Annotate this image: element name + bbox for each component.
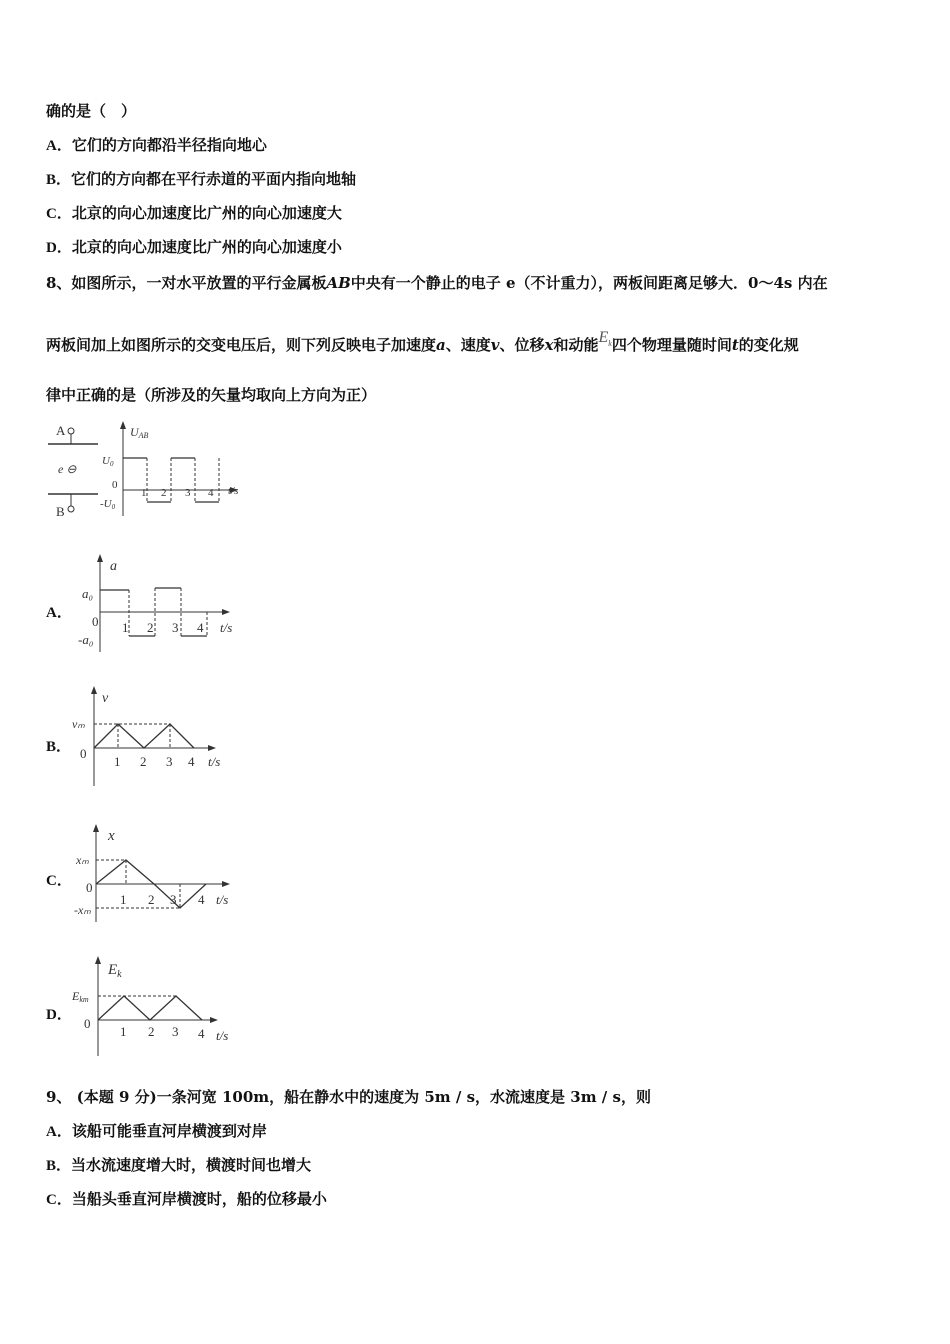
tick-3: 3 bbox=[172, 1024, 179, 1039]
tick-2: 2 bbox=[140, 754, 147, 769]
q8-stem-line-1 bbox=[46, 272, 828, 294]
option-c-label: C． bbox=[46, 873, 72, 889]
tick-4: 4 bbox=[188, 754, 195, 769]
x-axis-arrow bbox=[210, 1017, 218, 1023]
y-axis-label: v bbox=[102, 691, 109, 706]
x-axis-label: t/s bbox=[228, 485, 239, 497]
option-letter: A． bbox=[46, 138, 72, 154]
q8-text: 四个物理量随时间 bbox=[611, 336, 732, 354]
neg-xm-label: -xₘ bbox=[74, 903, 91, 917]
origin-label: 0 bbox=[86, 880, 93, 895]
q8-text: 、位移 bbox=[499, 336, 545, 354]
x-axis-arrow bbox=[222, 609, 230, 615]
setup-figure bbox=[44, 418, 254, 522]
tick-3: 3 bbox=[172, 620, 179, 635]
y-axis-arrow bbox=[91, 686, 97, 694]
option-letter: D． bbox=[46, 240, 72, 256]
q7-stem-tail: 确的是（ ） bbox=[46, 102, 137, 120]
option-d-label: D． bbox=[46, 1007, 72, 1023]
q9-option-c bbox=[46, 1188, 327, 1211]
q8-text: 、速度 bbox=[445, 336, 491, 354]
neg-u0-label: -U0 bbox=[100, 498, 116, 511]
tick-4: 4 bbox=[198, 1026, 205, 1041]
option-text: 北京的向心加速度比广州的向心加速度大 bbox=[71, 204, 342, 222]
q9-option-b bbox=[46, 1154, 311, 1177]
origin-label: 0 bbox=[80, 746, 87, 761]
ekm-label: Ekm bbox=[72, 989, 89, 1004]
q8-var-ab: AB bbox=[326, 274, 351, 292]
plate-a-terminal bbox=[68, 428, 74, 434]
y-axis-label: $E_k$ bbox=[108, 962, 122, 980]
ek-graph-line bbox=[98, 996, 202, 1020]
q8-var-t: t bbox=[731, 336, 739, 354]
tick-1: 1 bbox=[120, 1024, 127, 1039]
q7-option-a bbox=[46, 134, 267, 157]
tick-3: 3 bbox=[170, 892, 177, 907]
q8-text: 两板间加上如图所示的交变电压后，则下列反映电子加速度 bbox=[46, 336, 437, 354]
option-text: 当船头垂直河岸横渡时，船的位移最小 bbox=[71, 1190, 327, 1208]
plate-b-label: B bbox=[56, 504, 65, 519]
q8-var-a: a bbox=[436, 336, 446, 354]
q8-text: 的变化规 bbox=[738, 336, 799, 354]
y-axis-arrow bbox=[93, 824, 99, 832]
tick-4: 4 bbox=[197, 620, 204, 635]
tick-2: 2 bbox=[161, 487, 167, 499]
y-axis-arrow bbox=[97, 554, 103, 562]
v-graph-line bbox=[94, 724, 194, 748]
y-axis-label: a bbox=[110, 559, 117, 574]
tick-4: 4 bbox=[208, 487, 214, 499]
origin-label: 0 bbox=[84, 1016, 91, 1031]
y-axis-label: UAB bbox=[130, 425, 149, 440]
q8-var-x: x bbox=[544, 336, 554, 354]
x-axis-arrow bbox=[222, 881, 230, 887]
option-b-graph bbox=[70, 684, 240, 790]
q8-text: 8、如图所示，一对水平放置的平行金属板 bbox=[46, 274, 327, 292]
electron-label: e ⊖ bbox=[58, 462, 77, 476]
origin-label: 0 bbox=[112, 479, 118, 491]
q7-option-c bbox=[46, 202, 342, 225]
x-axis-label: t/s bbox=[208, 754, 221, 769]
option-d-graph bbox=[70, 954, 242, 1060]
a0-label: a₀ bbox=[82, 586, 94, 601]
option-letter: A． bbox=[46, 1124, 72, 1140]
tick-2: 2 bbox=[148, 1024, 155, 1039]
option-text: 它们的方向都沿半径指向地心 bbox=[71, 136, 267, 154]
q8-text: 和动能 bbox=[553, 336, 599, 354]
xm-label: xₘ bbox=[76, 853, 89, 867]
vm-label: vₘ bbox=[72, 717, 85, 731]
plate-b-terminal bbox=[68, 506, 74, 512]
q7-option-d bbox=[46, 236, 342, 259]
tick-1: 1 bbox=[141, 487, 147, 499]
x-axis-label: t/s bbox=[216, 1028, 229, 1043]
option-c-graph bbox=[70, 822, 242, 926]
u0-label: U0 bbox=[102, 455, 114, 468]
y-axis-label: x bbox=[108, 828, 115, 844]
x-axis-arrow bbox=[208, 745, 216, 751]
tick-3: 3 bbox=[185, 487, 191, 499]
q9-stem: 9、 (本题 9 分)一条河宽 100m，船在静水中的速度为 5m / s，水流速度是 3m / s，则 bbox=[46, 1088, 651, 1106]
origin-label: 0 bbox=[92, 614, 99, 629]
q8-stem-line-2 bbox=[46, 329, 799, 363]
option-letter: C． bbox=[46, 1192, 72, 1208]
q8-ek-symbol: $E_k$ bbox=[598, 329, 612, 349]
option-text: 当水流速度增大时，横渡时间也增大 bbox=[71, 1156, 312, 1174]
neg-a0-label: -a₀ bbox=[78, 632, 94, 647]
q8-stem-line-3: 律中正确的是（所涉及的矢量均取向上方向为正） bbox=[46, 386, 377, 404]
tick-4: 4 bbox=[198, 892, 205, 907]
tick-1: 1 bbox=[114, 754, 121, 769]
tick-2: 2 bbox=[147, 620, 154, 635]
q8-text: 中央有一个静止的电子 e（不计重力），两板间距离足够大．0～4s 内在 bbox=[350, 274, 828, 292]
y-axis-arrow bbox=[95, 956, 101, 964]
plate-a-label: A bbox=[56, 423, 66, 438]
option-text: 该船可能垂直河岸横渡到对岸 bbox=[71, 1122, 267, 1140]
option-b-label: B． bbox=[46, 739, 72, 755]
option-a-graph bbox=[76, 552, 246, 656]
option-letter: B． bbox=[46, 172, 72, 188]
tick-1: 1 bbox=[122, 620, 129, 635]
x-axis-label: t/s bbox=[216, 892, 229, 907]
x-axis-label: t/s bbox=[220, 620, 233, 635]
q8-var-v: v bbox=[490, 336, 500, 354]
option-letter: C． bbox=[46, 206, 72, 222]
option-a-label: A． bbox=[46, 605, 72, 621]
tick-3: 3 bbox=[166, 754, 173, 769]
option-text: 北京的向心加速度比广州的向心加速度小 bbox=[71, 238, 342, 256]
option-text: 它们的方向都在平行赤道的平面内指向地轴 bbox=[71, 170, 357, 188]
y-axis-arrow bbox=[120, 421, 126, 429]
tick-2: 2 bbox=[148, 892, 155, 907]
tick-1: 1 bbox=[120, 892, 127, 907]
option-letter: B． bbox=[46, 1158, 72, 1174]
q9-option-a bbox=[46, 1120, 267, 1143]
q7-option-b bbox=[46, 168, 356, 191]
